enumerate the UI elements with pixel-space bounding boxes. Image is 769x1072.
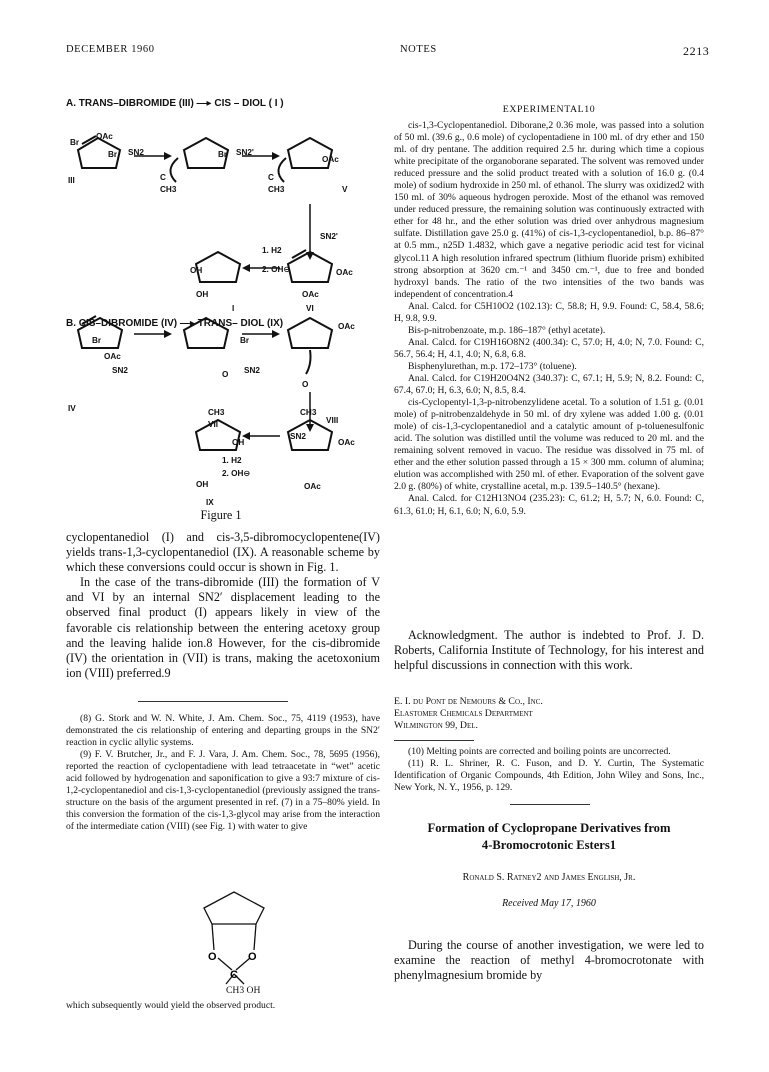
footnote-rule-right xyxy=(394,740,474,741)
section-rule xyxy=(510,804,590,805)
article-title-line-1: Formation of Cyclopropane Derivatives from xyxy=(427,821,671,835)
label-c-2: C xyxy=(268,173,274,182)
label-oh-4: OH xyxy=(196,480,209,489)
article-intro: During the course of another investigation, we were led to examine the reaction of methyl 4-bromocrotonate with phenylmagnesium bromide by xyxy=(394,938,704,983)
label-oac-5: OAc xyxy=(104,352,121,361)
exp-anal-3: Anal. Calcd. for C19H20O4N2 (340.37): C, 67.1; H, 5.9; N, 8.2. Found: C, 67.4, 67.0; H, 6.3, 6.0; N, 8.5, 8.4. xyxy=(394,372,704,397)
experimental-heading: EXPERIMENTAL10 xyxy=(502,104,596,115)
double-bond xyxy=(292,250,306,258)
exp-anal-4: Anal. Calcd. for C12H13NO4 (235.23): C, 61.2; H, 5.7; N, 6.0. Found: C, 61.3, 61.0; H, 6.1, 6.0; N, 6.0, 5.9. xyxy=(394,493,704,517)
label-o-3: O xyxy=(208,951,217,963)
acetoxonium-ring xyxy=(170,158,178,182)
exp-acetal: cis-Cyclopentyl-1,3-p-nitrobenzylidene acetal. To a solution of 1.51 g. (0.01 mole) of p-nitrobenzaldehyde in 50 ml. of dry xylene was added 1.00 g. (0.01 mole) of cis-1,3-cyclopentanediol and a catalytic amount of p-toluenesulfonic acid. The solution was distilled until the volume was reduced to 20 ml. and the remaining solvent removed in vacuo. The residue was dissolved in 75 ml. of ether and the ether solution passed through a 15 × 300 mm. column of alumina; elution was accomplished with 250 ml. of ether. Evaporation of the solvent gave 2.0 g. (80%) of white, crystalline acetal, m.p. 139.5–140.5° (hexane). xyxy=(394,397,704,493)
footnote-9-end: which subsequently would yield the observed product. xyxy=(66,1000,276,1011)
label-sn2: SN2 xyxy=(128,148,144,157)
received-date: Received May 17, 1960 xyxy=(502,898,596,909)
footnote-9: (9) F. V. Brutcher, Jr., and F. J. Vara, J. Am. Chem. Soc., 78, 5695 (1956), reported the reaction of cyclopentadiene with lead tetraacetate in “wet” acetic acid followed by hydrogenation and saponification to give a 93:7 mixture of cis-1,2-cyclopentanediol and cis-1,3-cyclopentanediol (previously assigned the trans-structure on the basis of the argument presented in ref. (7) in a 75–80% yield. In this conversion the formation of the cis-1,3-glycol may arise from the interaction of the intermediate cation (VIII) (see Fig. 1) with water to give xyxy=(66,749,380,833)
arrowhead xyxy=(306,424,314,432)
label-c: C xyxy=(160,173,166,182)
label-br: Br xyxy=(70,138,80,147)
arrowhead xyxy=(164,152,172,160)
label-sn2-3: SN2 xyxy=(244,366,260,375)
figure-caption: Figure 1 xyxy=(200,508,242,522)
label-step1: 1. H2 xyxy=(262,246,282,255)
running-header-section: NOTES xyxy=(400,44,437,55)
label-oh-3: OH xyxy=(232,438,245,447)
exp-para-diol: cis-1,3-Cyclopentanediol. Diborane,2 0.36 mole, was passed into a solution of 50 ml. (39.6 g., 0.6 mole) of cyclopentadiene in 100 ml. of dry ether and 150 ml. of dry pentane. The addition required 2.5 hr. during which time a copious white precipitate of the organoborane separated. The solvent was removed under reduced pressure and the solid product treated with a solution of 16.0 g. (0.4 mole) of sodium hydroxide in 250 ml. of ethanol. The slurry was oxidized2 with 150 ml. of 30% aqueous hydrogen peroxide. Most of the ethanol was removed under reduced pressure, the remaining solution was continuously extracted with ether for 48 hr., and the ether solution was dried over anhydrous magnesium sulfate. Distillation gave 25.0 g. (41%) of cis-1,3-cyclopentanediol, b.p. 86–87° at 0.5 mm., n25D 1.4832, which gave a negative periodic acid test for vicinal glycol.11 A high resolution infrared spectrum (lithium fluoride prism) exhibited strong absorption at 3620 cm.⁻¹ and 3450 cm.⁻¹, due to free and bonded hydroxyl bands. The ratio of the two intensities of the two bands was independent of concentration.4 xyxy=(394,120,704,300)
footnote-8: (8) G. Stork and W. N. White, J. Am. Chem. Soc., 75, 4119 (1953), have demonstrated the cis relationship of entering and departing groups in the SN2′ reaction in cyclic allylic systems. xyxy=(66,713,380,749)
label-sn2-4: SN2 xyxy=(290,432,306,441)
label-oh: OH xyxy=(190,266,203,275)
label-oac-2: OAc xyxy=(322,155,339,164)
label-ix: IX xyxy=(206,498,214,507)
ring-i xyxy=(196,252,240,282)
label-step2: 2. OH⊖ xyxy=(262,265,291,274)
page-number: 2213 xyxy=(683,44,710,58)
arrowhead xyxy=(272,330,280,338)
label-c-3: C xyxy=(230,969,238,981)
article-authors: Ronald S. Ratney2 and James English, Jr. xyxy=(462,872,636,883)
label-vi: VI xyxy=(306,304,314,313)
label-ch3-2: CH3 xyxy=(268,185,285,194)
label-oac-3: OAc xyxy=(336,268,353,277)
arrowhead xyxy=(164,330,172,338)
footnote-rule xyxy=(138,701,288,702)
label-oac: OAc xyxy=(96,132,113,141)
arrowhead xyxy=(242,264,250,272)
label-oac-4: OAc xyxy=(302,290,319,299)
left-para-2: In the case of the trans-dibromide (III) the formation of V and VI by an internal SN2′ displacement leading to the observed final product (I) appears likely in view of the favorable cis relationship between the entering acetoxy group and the leaving halide ion.8 However, for the cis-dibromide (IV) the orientation in (VII) is trans, making the acetoxonium ion (VIII) preferred.9 xyxy=(66,575,380,680)
ch3-oh-label: CH3 OH xyxy=(226,985,261,996)
acetoxonium-ring-2 xyxy=(278,158,286,182)
label-br-5: Br xyxy=(240,336,250,345)
label-oac-6: OAc xyxy=(338,322,355,331)
label-oh-2: OH xyxy=(196,290,209,299)
label-iii: III xyxy=(68,176,75,185)
exp-anal-2: Anal. Calcd. for C19H16O8N2 (400.34): C, 57.0; H, 4.0; N, 7.0. Found: C, 56.7, 56.4; H, 4.1, 4.0; N, 6.8, 6.8. xyxy=(394,336,704,360)
exp-bis-nitrobenzoate: Bis-p-nitrobenzoate, m.p. 186–187° (ethyl acetate). xyxy=(408,324,606,336)
exp-anal-1: Anal. Calcd. for C5H10O2 (102.13): C, 58.8; H, 9.9. Found: C, 58.4, 58.6; H, 9.8, 9.9. xyxy=(394,300,704,324)
label-o-2: O xyxy=(302,380,309,389)
label-step2-b: 2. OH⊖ xyxy=(222,469,251,478)
label-v: V xyxy=(342,185,348,194)
label-oac-8: OAc xyxy=(304,482,321,491)
footnote-11: (11) R. L. Shriner, R. C. Fuson, and D. Y. Curtin, The Systematic Identification of Organic Compounds, 4th Edition, John Wiley and Sons, Inc., New York, N. Y., 1956, p. 129. xyxy=(394,758,704,794)
label-viii: VIII xyxy=(326,416,339,425)
label-ch3-4: CH3 xyxy=(300,408,317,417)
affiliation-city: Wilmington 99, Del. xyxy=(394,720,478,731)
arrowhead xyxy=(272,152,280,160)
arrowhead xyxy=(306,252,314,260)
label-iv: IV xyxy=(68,404,76,413)
label-sn2p-2: SN2' xyxy=(320,232,338,241)
label-ch3-3: CH3 xyxy=(208,408,225,417)
affiliation-department: Elastomer Chemicals Department xyxy=(394,708,533,719)
footnote-10: (10) Melting points are corrected and boiling points are uncorrected. xyxy=(408,746,671,757)
left-para-1: cyclopentanediol (I) and cis-3,5-dibromocyclopentene(IV) yields trans-1,3-cyclopentanediol (IX). A reasonable scheme by which these conversions could occur is shown in Fig. 1. xyxy=(66,530,380,575)
label-br-4: Br xyxy=(92,336,102,345)
label-sn2-2: SN2 xyxy=(112,366,128,375)
hemiorthoester-structure xyxy=(184,888,284,988)
label-oac-7: OAc xyxy=(338,438,355,447)
article-title-line-2: 4-Bromocrotonic Esters1 xyxy=(481,838,617,852)
acknowledgment: Acknowledgment. The author is indebted to Prof. J. D. Roberts, California Institute of Technology, for his interest and helpful discussions in connection with this work. xyxy=(394,628,704,673)
label-o-4: O xyxy=(248,951,257,963)
label-br-2: Br xyxy=(108,150,118,159)
scheme-a-label: A. TRANS–DIBROMIDE (III) —▸ CIS – DIOL ( I ) xyxy=(66,98,284,109)
label-br-3: Br xyxy=(218,150,228,159)
affiliation-company: E. I. du Pont de Nemours & Co., Inc. xyxy=(394,696,543,707)
label-ch3: CH3 xyxy=(160,185,177,194)
label-sn2p: SN2' xyxy=(236,148,254,157)
acetoxonium-ring-3 xyxy=(306,350,311,374)
label-step1-b: 1. H2 xyxy=(222,456,242,465)
label-vii: VII xyxy=(208,420,219,429)
running-header-date: DECEMBER 1960 xyxy=(66,44,155,55)
label-i: I xyxy=(232,304,235,313)
label-o: O xyxy=(222,370,229,379)
scheme-b-label: B. CIS–DIBROMIDE (IV) —▸ TRANS– DIOL (IX) xyxy=(66,318,284,329)
ring-viii xyxy=(288,318,332,348)
exp-bisphenylurethan: Bisphenylurethan, m.p. 172–173° (toluene). xyxy=(408,360,577,372)
